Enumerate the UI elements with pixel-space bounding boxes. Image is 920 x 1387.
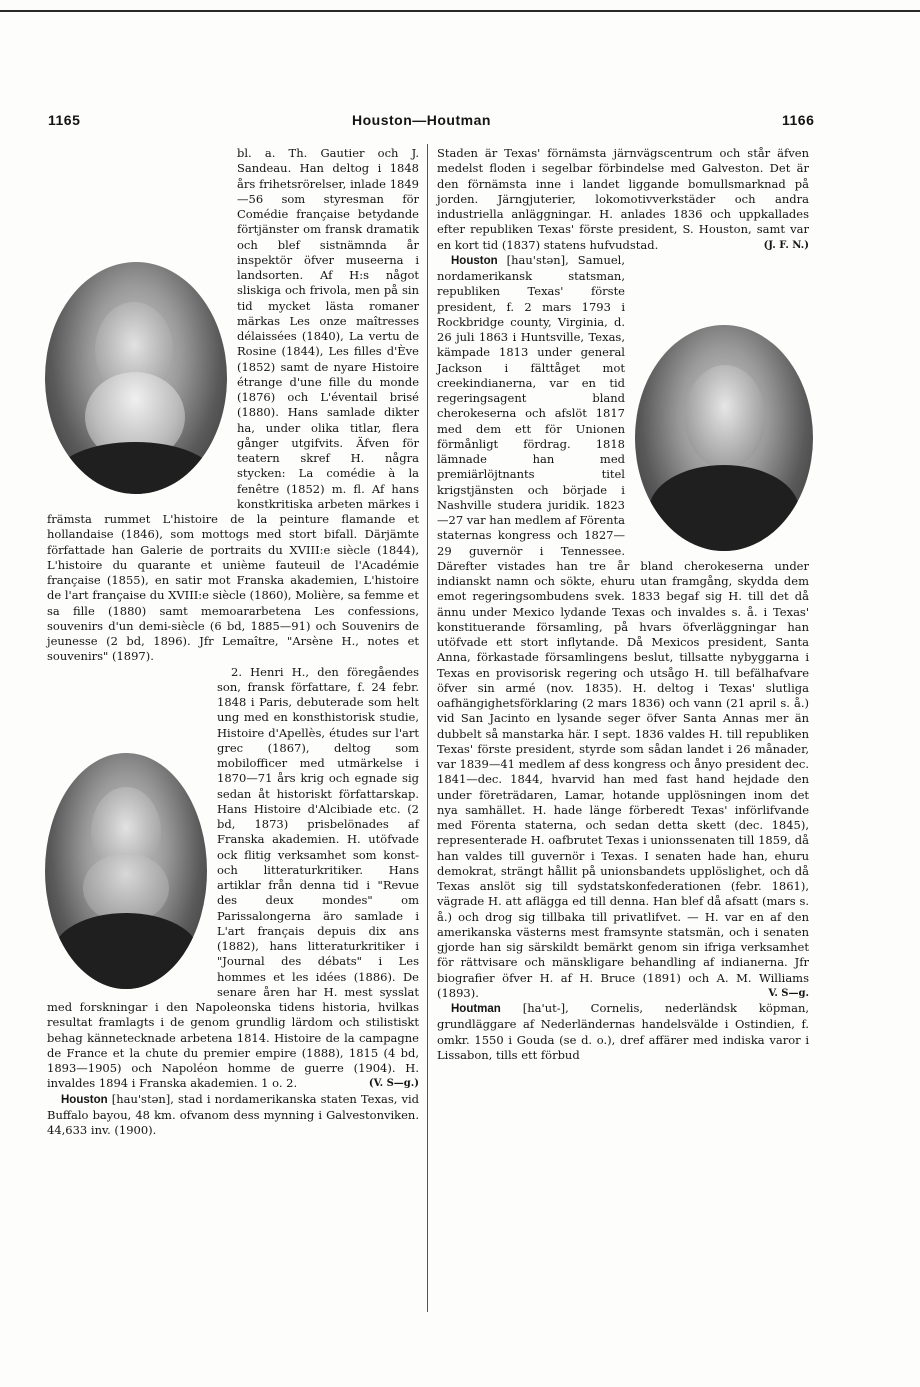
portrait-samuel-houston [635, 325, 813, 551]
entry-henri-houssaye: 2. Henri H., den föregåendes son, fransk författare, f. 24 febr. 1848 i Paris, debuterade som helt ung med en konsthistorisk studie, Histoire d'Apellès, études sur l'art grec (1867), deltog som mobilofficer med utmärkelse i 1870—71 års krig och egnade sig sedan åt historiskt författarskap. Hans Histoire d'Alcibiade etc. (2 bd, 1873) prisbelönades af Franska akademien. H. utöfvade ock flitig verksamhet som konst- och litteraturkritiker. Hans artiklar från denna tid i "Revue des deux mondes" om Parissalongerna äro samlade i L'art français depuis dix ans (1882), hans litteraturkritiker i "Journal des débats" i Les hommes et les idées (1886). De senare åren har H. mest sysslat med forskningar i den Napoleonska tidens historia, hvilkas resultat framlagts i de genom grundlig lärdom och stilistiskt behag kännetecknade arbetena 1814. Histoire de la campagne de France et la chute du premier empire (1888), 1815 (4 bd, 1893—1905) och Napoléon homme de guerre (1904). H. invaldes 1894 i Franska akademien. 1 o. 2. [47, 664, 419, 1091]
headword-samuel-houston: Houston [451, 254, 498, 267]
signature-vsg-left: (V. S—g.) [368, 1078, 419, 1090]
headword-houston-city: Houston [61, 1093, 108, 1106]
entry-samuel-houston [437, 253, 809, 1001]
signature-jfn: (J. F. N.) [763, 239, 809, 251]
portrait-arsene-houssaye [45, 262, 227, 494]
headword-houtman: Houtman [451, 1003, 501, 1015]
entry-henri-houssaye-wrap [47, 665, 419, 1092]
entry-houston-city-text: [hau'stən], stad i nordamerikanska staten Texas, vid Buffalo bayou, 48 km. ofvanom dess mynning i Galvestonviken. 44,633 inv. (1900). [47, 1091, 419, 1137]
entry-houston-city-cont-text: Staden är Texas' förnämsta järnvägscentrum och står äfven medelst floden i segelbar förbindelse med Galveston. Det är den förnämsta inne i landet liggande bomullsmarknad på jorden. Järngjuterier, lokomotivverkstäder och andra industriella anläggningar. H. anlades 1836 och uppkallades efter republiken Texas' förste president, S. Houston, samt var en kort tid (1837) statens hufvudstad. [437, 146, 809, 252]
top-rule [0, 10, 920, 12]
page-number-right: 1166 [782, 112, 815, 128]
entry-houtman [437, 1001, 809, 1063]
running-title: Houston—Houtman [352, 112, 491, 128]
signature-vsg-right: V. S—g. [768, 987, 809, 999]
column-divider [427, 144, 428, 1312]
right-column [437, 146, 809, 1063]
entry-arsene-houssaye: bl. a. Th. Gautier och J. Sandeau. Han deltog i 1848 års frihetsrörelser, inlade 1849—56 som styresman för Comédie française betydande förtjänster om fransk dramatik och blef sistnämnda år inspektör öfver museerna i landsorten. Af H:s något sliskiga och frivola, men på sin tid mycket lästa romaner märkas Les onze maîtresses délaissées (1840), La vertu de Rosine (1844), Les filles d'Ève (1852) samt de nyare Histoire étrange d'une fille du monde (1876) och L'éventail brisé (1880). Hans samlade dikter ha, under olika titlar, flera gånger utgifvits. Äfven för teatern skref H. några stycken: La comédie à la fenêtre (1852) m. fl. Af hans konstkritiska arbeten märkes i främsta rummet L'histoire de la peinture flamande et hollandaise (1846), som mottogs med stort bifall. Därjämte författade han Galerie de portraits du XVIII:e siècle (1844), L'histoire du quarante et unième fauteuil de l'Académie française (1855), en satir mot Franska akademien, L'histoire de l'art française du XVIII:e siècle (1860), Molière, sa femme et sa fille (1880) samt memoararbetena Les confessions, souvenirs d'un demi-siècle (6 bd, 1885—91) och Souvenirs de jeunesse (2 bd, 1896). Jfr Lemaître, "Arsène H., notes et souvenirs" (1897). [47, 146, 419, 664]
entry-samuel-houston-text: [hau'stən], Samuel, nordamerikansk statsman, republiken Texas' förste president, f. 2 mars 1793 i Rockbridge county, Virginia, d. 26 juli 1863 i Huntsville, Texas, kämpade 1813 under general Jackson i fälttåget mot creekindianerna, var en tid regeringsagent bland cherokeserna och afslöt 1817 med dem ett för Unionen förmånligt fördrag. 1818 lämnade han med premiärlöjtnants titel krigstjänsten och började i Nashville studera juridik. 1823—27 var han medlem af Förenta staternas kongress och 1827—29 guvernör i Tennessee. Därefter vistades han tre år bland cherokeserna under indianskt namn och sökte, ehuru utan framgång, skydda dem emot regeringsombudens svek. 1833 begaf sig H. till det då ännu under Mexico lydande Texas och invaldes s. å. i Texas' konstituerande församling, på hvars öfverläggningar han utöfvade ett stort inflytande. Då Mexicos president, Santa Anna, förkastade församlingens beslut, tillsatte nybyggarna i Texas en provisorisk regering och utsågo H. till befälhafvare öfver sin armé (nov. 1835). H. deltog i Texas' slutliga oafhängighetsförklaring (2 mars 1836) och vann (21 april s. å.) vid San Jacinto en lysande seger öfver Santa Annas mer än dubbelt så manstarka här. I sept. 1836 valdes H. till republiken Texas' förste president, styrde som sådan landet i 26 månader, var 1839—41 medlem af dess kongress och ånyo president dec. 1841—dec. 1844, hvarvid han med fast hand hejdade den under företrädaren, Lamar, hotande upplösningen inom det nya samhället. H. hade länge förberedt Texas' införlifvande med Förenta staterna, och sedan detta skett (dec. 1845), representerade H. oafbrutet Texas i unionssenaten till 1859, då han valdes till guvernör i Texas. I senaten hade han, ehuru demokrat, strängt hållit på unionsbandets upplöslighet, och då Texas anslöt sig till sydstatskonfederationen (febr. 1861), vägrade H. att aflägga ed till denna. Han blef då afsatt (mars s. å.) och drog sig tillbaka till privatlifvet. — H. var en af den amerikanska västerns mest framsynte statsmän, och i senaten gjorde han sig särskildt bemärkt genom sin ifriga verksamhet för rättvisare och mänskligare behandling af indianerna. Jfr biografier öfver H. af H. Bruce (1891) och A. M. Williams (1893). [437, 252, 809, 1000]
entry-houston-city [47, 1092, 419, 1139]
entry-houtman-text: [ha'ut-], Cornelis, nederländsk köpman, grundläggare af Nederländernas handelsvälde i Ostindien, f. omkr. 1550 i Gouda (se d. o.), dref affärer med indiska varor i Lissabon, tills ett förbud [437, 1001, 810, 1062]
entry-houston-city-cont [437, 146, 809, 253]
page-number-left: 1165 [48, 112, 81, 128]
portrait-henri-houssaye [45, 753, 207, 989]
left-column [47, 146, 419, 1138]
